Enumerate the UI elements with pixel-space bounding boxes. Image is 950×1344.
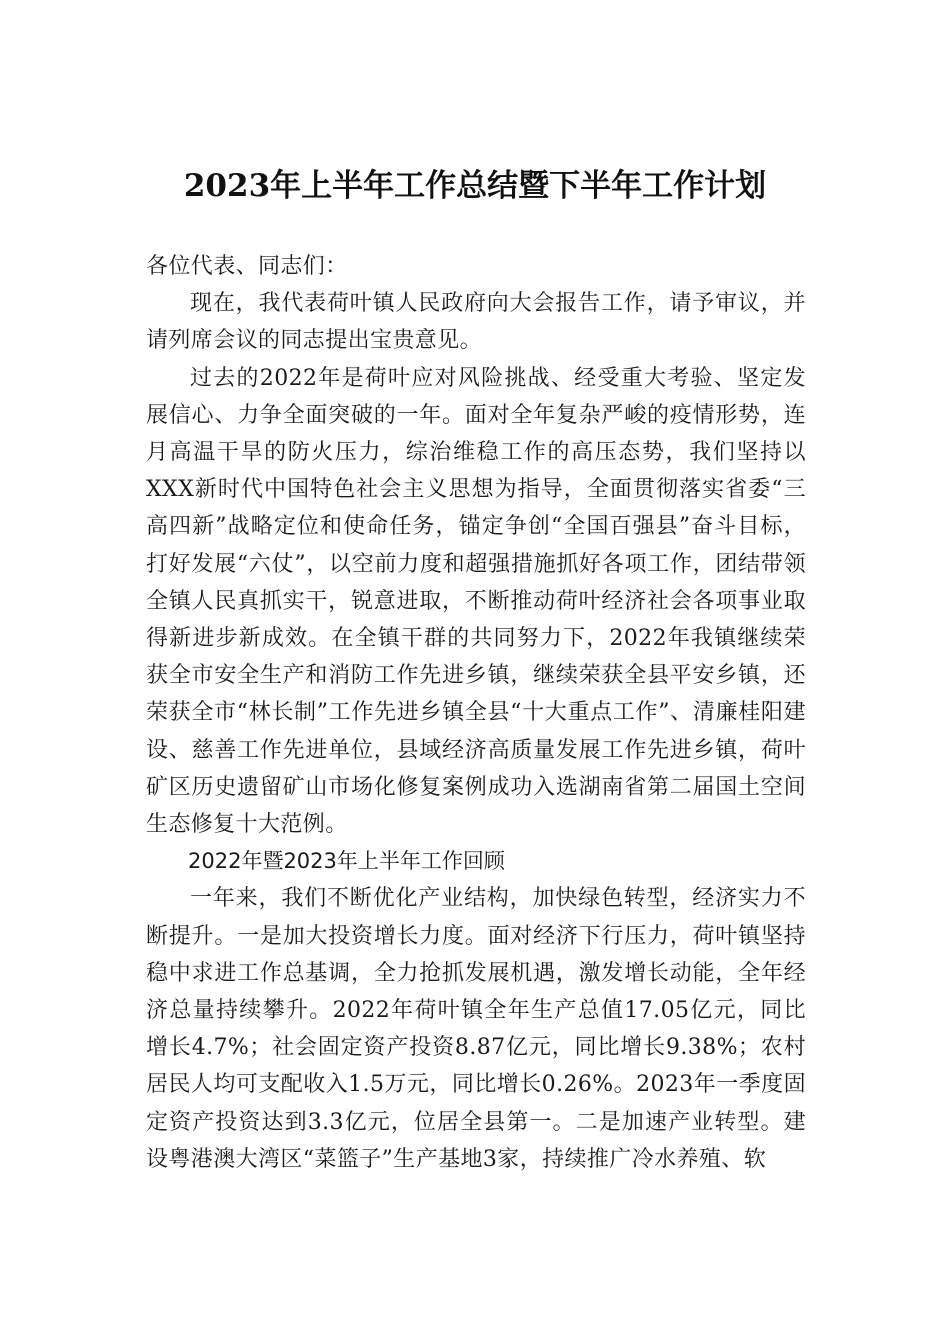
document-title: 2023年上半年工作总结暨下半年工作计划 bbox=[183, 168, 767, 204]
section-heading: 2022年暨2023年上半年工作回顾 bbox=[188, 849, 505, 874]
document-body bbox=[146, 248, 806, 1178]
paragraph-economy: 一年来，我们不断优化产业结构，加快绿色转型，经济实力不断提升。一是加大投资增长力度。面对经济下行压力，荷叶镇坚持稳中求进工作总基调，全力抢抓发展机遇，激发增长动能，全年经济总量持续攀升。2022年荷叶镇全年生产总值17.05亿元，同比增长4.7%；社会固定资产投资8.87亿元，同比增长9.38%；农村居民人均可支配收入1.5万元，同比增长0.26%。2023年一季度固定资产投资达到3.3亿元，位居全县第一。二是加速产业转型。建设粤港澳大湾区“菜篮子”生产基地3家，持续推广冷水养殖、软 bbox=[146, 886, 806, 1172]
paragraph-review-2022: 过去的2022年是荷叶应对风险挑战、经受重大考验、坚定发展信心、力争全面突破的一年。面对全年复杂严峻的疫情形势，连月高温干旱的防火压力，综治维稳工作的高压态势，我们坚持以XXX新时代中国特色社会主义思想为指导，全面贯彻落实省委“三高四新”战略定位和使命任务，锚定争创“全国百强县”奋斗目标，打好发展“六仗”，以空前力度和超强措施抓好各项工作，团结带领全镇人民真抓实干，锐意进取，不断推动荷叶经济社会各项事业取得新进步新成效。在全镇干群的共同努力下，2022年我镇继续荣获全市安全生产和消防工作先进乡镇，继续荣获全县平安乡镇，还荣获全市“林长制”工作先进乡镇全县“十大重点工作”、清廉桂阳建设、慈善工作先进单位，县域经济高质量发展工作先进乡镇，荷叶矿区历史遗留矿山市场化修复案例成功入选湖南省第二届国土空间生态修复十大范例。 bbox=[146, 365, 806, 838]
paragraph-intro: 现在，我代表荷叶镇人民政府向大会报告工作，请予审议，并请列席会议的同志提出宝贵意见。 bbox=[146, 291, 806, 354]
salutation: 各位代表、同志们： bbox=[146, 254, 348, 279]
